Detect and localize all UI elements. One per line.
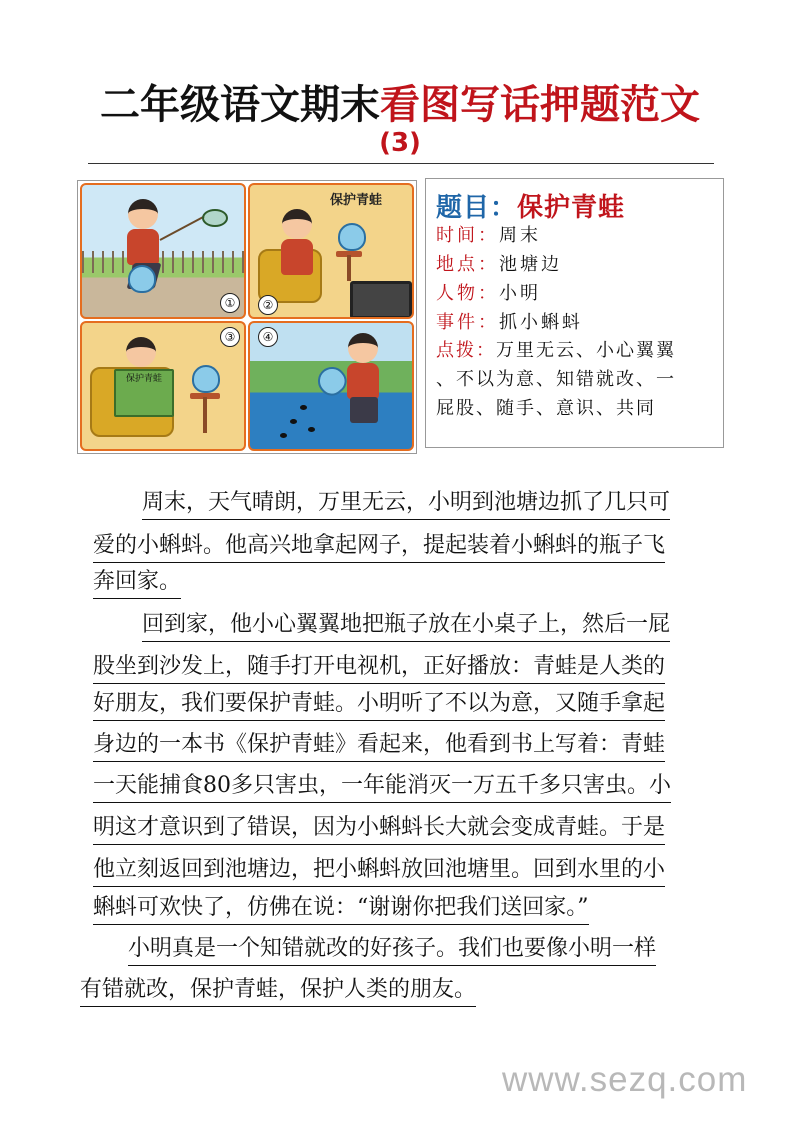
info-row-event (436, 308, 583, 338)
essay-line: 奔回家。 (93, 567, 181, 599)
jar-icon (192, 365, 220, 393)
panel-sign-text: 保护青蛙 (330, 193, 383, 208)
tips-label: 点拨： (436, 340, 496, 361)
info-box (425, 178, 724, 448)
topic-value: 保护青蛙 (517, 193, 626, 223)
essay-line: 明这才意识到了错误，因为小蝌蚪长大就会变成青蛙。于是 (93, 813, 665, 845)
tips-block (436, 336, 718, 423)
comic-panel-4 (248, 321, 414, 451)
tips-text: 万里无云、小心翼翼 (496, 340, 676, 361)
info-key: 地点： (436, 254, 499, 275)
comic-panel-3 (80, 321, 246, 451)
tadpole-icon (280, 433, 287, 438)
info-row-time (436, 221, 541, 251)
info-key: 时间： (436, 225, 499, 246)
title-black-part: 二年级语文期末 (100, 82, 380, 128)
comic-panel-2 (248, 183, 414, 319)
table-leg-graphic (347, 255, 351, 281)
tadpole-icon (290, 419, 297, 424)
jar-icon (312, 361, 351, 400)
jar-icon (338, 223, 366, 251)
tips-line-2: 、不以为意、知错就改、一 (436, 369, 676, 390)
essay-line: 一天能捕食80多只害虫，一年能消灭一万五千多只害虫。小 (93, 771, 671, 803)
book-title-text: 保护青蛙 (125, 374, 162, 384)
table-leg-graphic (203, 397, 207, 433)
fence-graphic (82, 251, 244, 273)
essay-line: 小明真是一个知错就改的好孩子。我们也要像小明一样 (128, 934, 656, 966)
info-row-character (436, 279, 541, 309)
info-value: 抓小蝌蚪 (499, 312, 583, 333)
essay-line: 他立刻返回到池塘边，把小蝌蚪放回池塘里。回到水里的小 (93, 855, 665, 887)
panel-number-4: ④ (258, 327, 278, 347)
essay-line: 身边的一本书《保护青蛙》看起来，他看到书上写着：青蛙 (93, 730, 665, 762)
panel-number-3: ③ (220, 327, 240, 347)
topic-heading (436, 187, 625, 224)
net-handle-graphic (160, 216, 205, 241)
topic-label: 题目： (436, 193, 518, 223)
jar-icon (128, 265, 156, 293)
essay-line: 爱的小蝌蚪。他高兴地拿起网子，提起装着小蝌蚪的瓶子飞 (93, 531, 665, 563)
info-value: 小明 (499, 283, 541, 304)
panel-number-2: ② (258, 295, 278, 315)
info-key: 人物： (436, 283, 499, 304)
title-red-part: 看图写话押题范文 (380, 82, 700, 128)
tadpole-icon (300, 405, 307, 410)
header-divider (88, 163, 714, 164)
comic-panel-1 (80, 183, 246, 319)
essay-line: 股坐到沙发上，随手打开电视机，正好播放：青蛙是人类的 (93, 652, 665, 684)
info-value: 周末 (499, 225, 541, 246)
book-graphic (114, 369, 174, 417)
tips-line-3: 屁股、随手、意识、共同 (436, 398, 656, 419)
essay-line: 周末，天气晴朗，万里无云，小明到池塘边抓了几只可 (142, 488, 670, 520)
document-subtitle: (3) (379, 128, 421, 158)
essay-line: 蝌蚪可欢快了，仿佛在说：“谢谢你把我们送回家。” (93, 893, 589, 925)
panel-number-1: ① (220, 293, 240, 313)
document-title (0, 80, 800, 130)
watermark-text: www.sezq.com (502, 1060, 748, 1099)
tv-graphic (350, 281, 412, 319)
comic-illustration (77, 180, 417, 454)
info-value: 池塘边 (499, 254, 562, 275)
tips-line-1 (436, 336, 718, 365)
essay-line: 回到家，他小心翼翼地把瓶子放在小桌子上，然后一屁 (142, 610, 670, 642)
info-key: 事件： (436, 312, 499, 333)
tadpole-icon (308, 427, 315, 432)
essay-line: 好朋友，我们要保护青蛙。小明听了不以为意，又随手拿起 (93, 689, 665, 721)
net-icon (202, 209, 228, 227)
essay-line: 有错就改，保护青蛙，保护人类的朋友。 (80, 975, 476, 1007)
info-row-place (436, 250, 562, 280)
